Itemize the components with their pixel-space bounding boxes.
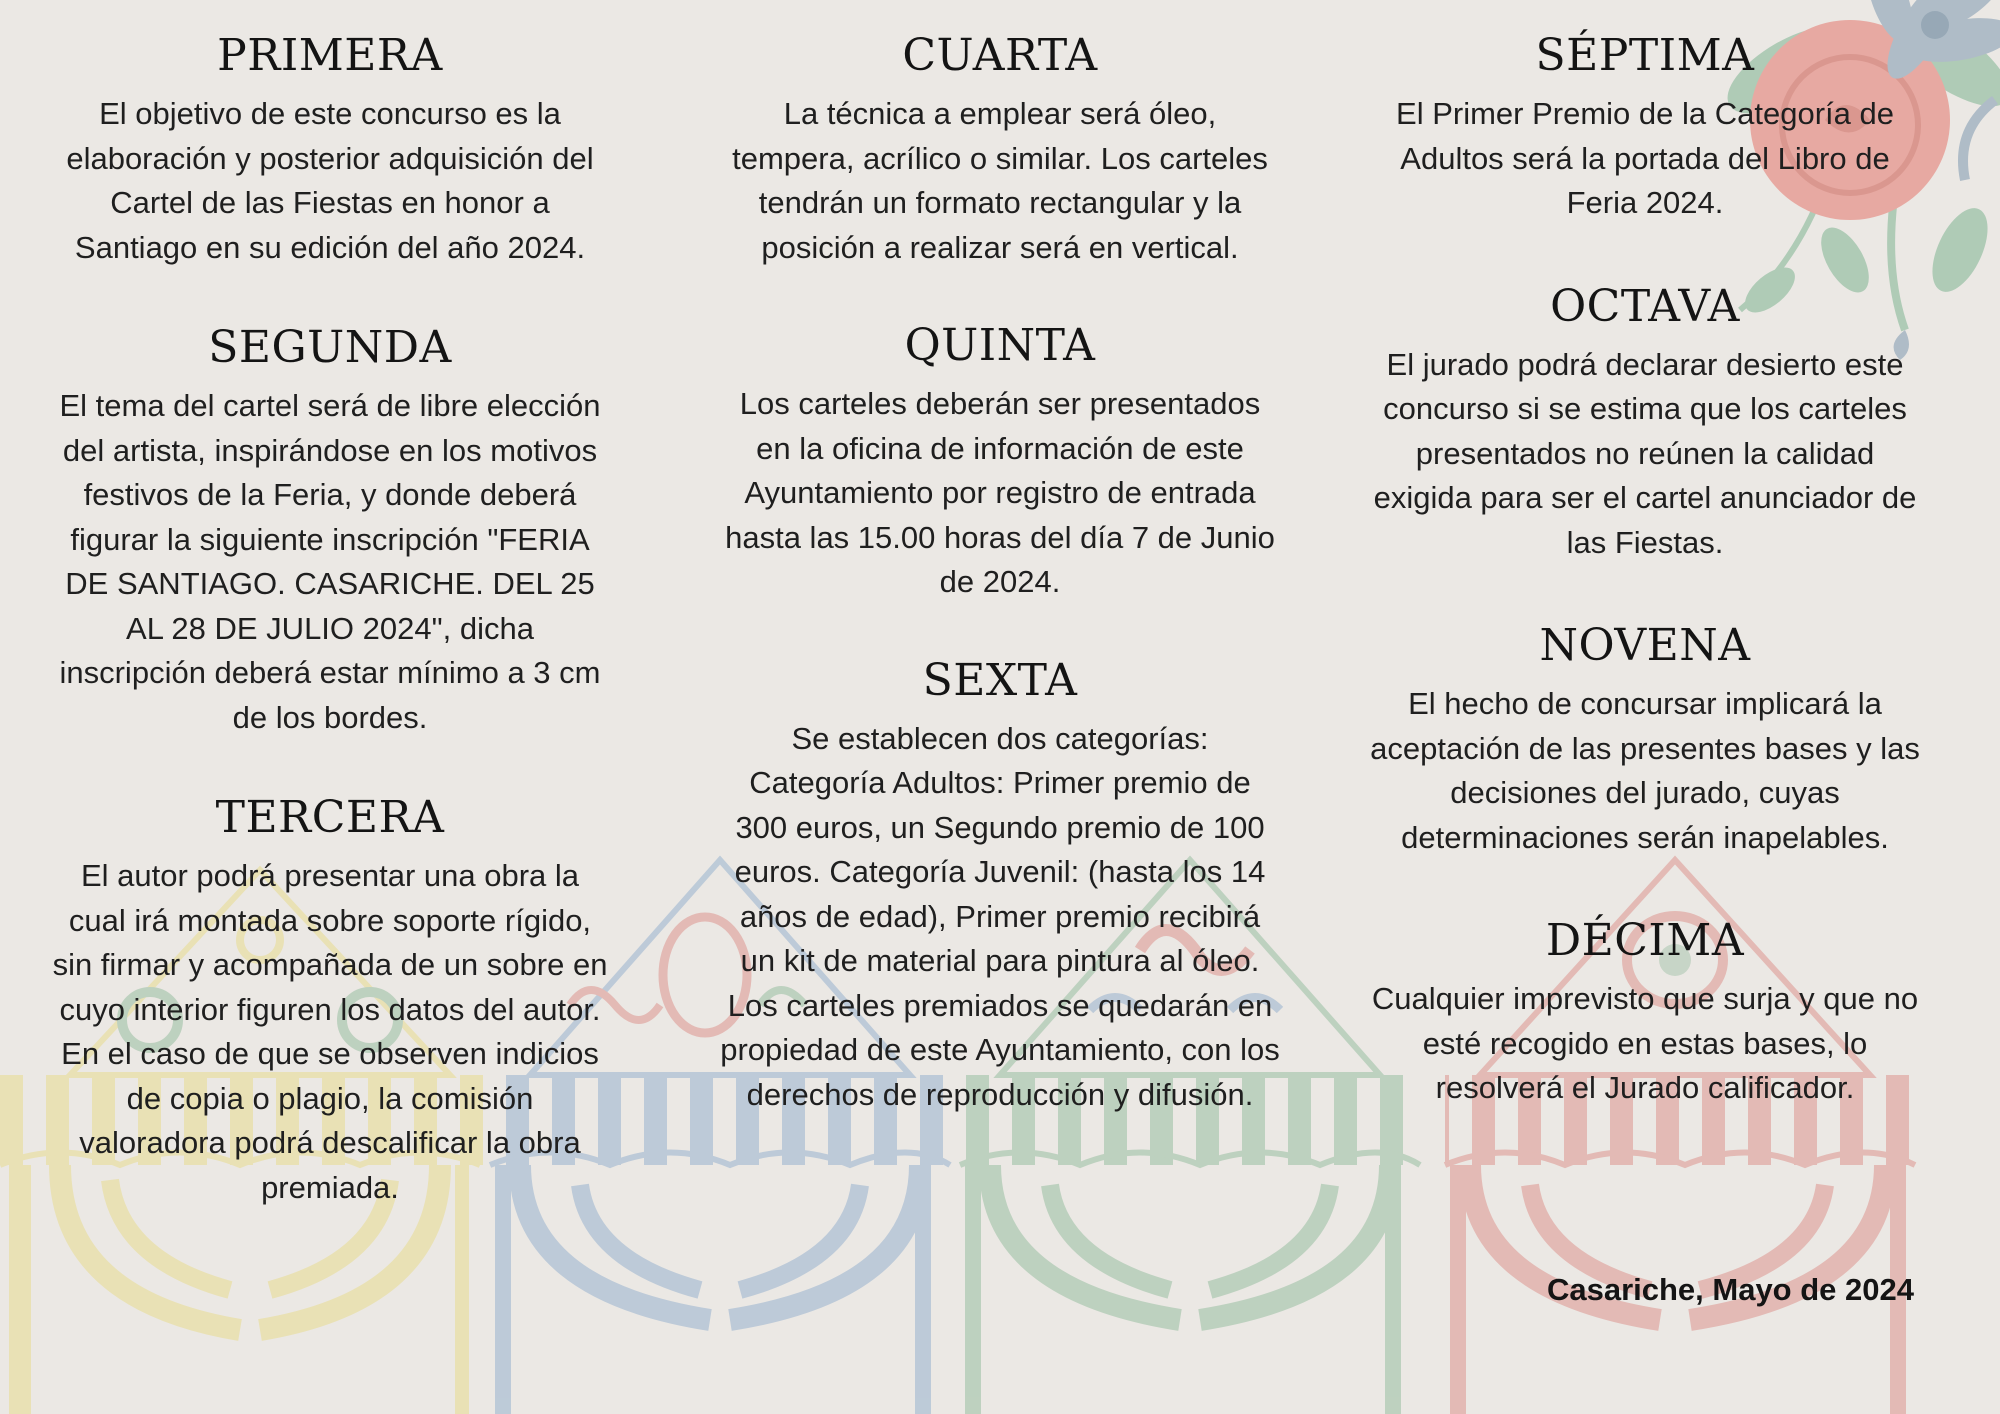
section-title: CUARTA bbox=[902, 30, 1098, 81]
section-text: El tema del cartel será de libre elección del artista, inspirándose en los motivos festivos de la Feria, y donde deberá figurar la siguiente inscripción "FERIA DE SANTIAGO. CASARICHE. DEL 25 AL 28 DE JULIO 2024", dicha inscripción deberá estar mínimo a 3 cm de los bordes. bbox=[59, 388, 601, 735]
section-septima bbox=[1365, 30, 1925, 226]
section-octava bbox=[1365, 281, 1925, 566]
section-title: TERCERA bbox=[215, 792, 445, 843]
section-title: QUINTA bbox=[904, 320, 1096, 371]
section-decima bbox=[1365, 915, 1925, 1111]
section-text: El objetivo de este concurso es la elaboración y posterior adquisición del Cartel de las Fiestas en honor a Santiago en su edición del año 2024. bbox=[66, 96, 594, 265]
section-title: OCTAVA bbox=[1550, 280, 1740, 332]
section-text: El autor podrá presentar una obra la cual irá montada sobre soporte rígido, sin firmar y acompañada de un sobre en cuyo interior figuren los datos del autor. En el caso de que se observen indicios de copia o plagio, la comisión valoradora podrá descalificar la obra premiada. bbox=[52, 858, 608, 1205]
section-quinta bbox=[720, 320, 1280, 605]
section-title: DÉCIMA bbox=[1545, 915, 1745, 966]
section-tercera bbox=[50, 792, 610, 1210]
signature-date: Casariche, Mayo de 2024 bbox=[1546, 1272, 1914, 1307]
section-cuarta bbox=[720, 30, 1280, 270]
column-right bbox=[1365, 30, 1925, 1111]
section-primera bbox=[50, 30, 610, 270]
section-title: PRIMERA bbox=[217, 30, 443, 81]
section-title: SEGUNDA bbox=[208, 322, 452, 373]
section-title: SÉPTIMA bbox=[1535, 30, 1755, 81]
section-text: Los carteles deberán ser presentados en la oficina de información de este Ayuntamiento por registro de entrada hasta las 15.00 horas del día 7 de Junio de 2024. bbox=[725, 386, 1275, 599]
section-segunda bbox=[50, 322, 610, 740]
section-title: NOVENA bbox=[1539, 620, 1751, 671]
section-sexta bbox=[720, 655, 1280, 1118]
section-title: SEXTA bbox=[922, 654, 1078, 706]
section-text: Se establecen dos categorías: Categoría Adultos: Primer premio de 300 euros, un Segundo premio de 100 euros. Categoría Juvenil: (hasta los 14 años de edad), Primer premio recibirá un kit de material para pintura al óleo. Los carteles premiados se quedarán en propiedad de este Ayuntamiento, con los derechos de reproducción y difusión. bbox=[720, 720, 1280, 1112]
section-text: La técnica a emplear será óleo, tempera, acrílico o similar. Los carteles tendrán un formato rectangular y la posición a realizar será en vertical. bbox=[732, 96, 1268, 265]
section-novena bbox=[1365, 620, 1925, 860]
section-text: Cualquier imprevisto que surja y que no esté recogido en estas bases, lo resolverá el Jurado calificador. bbox=[1371, 981, 1919, 1105]
column-left bbox=[50, 30, 610, 1210]
section-text: El hecho de concursar implicará la aceptación de las presentes bases y las decisiones del jurado, cuyas determinaciones serán inapelables. bbox=[1370, 686, 1920, 855]
section-text: El Primer Premio de la Categoría de Adultos será la portada del Libro de Feria 2024. bbox=[1396, 96, 1894, 220]
column-center bbox=[720, 30, 1280, 1117]
section-text: El jurado podrá declarar desierto este concurso si se estima que los carteles presentados no reúnen la calidad exigida para ser el cartel anunciador de las Fiestas. bbox=[1373, 346, 1917, 560]
